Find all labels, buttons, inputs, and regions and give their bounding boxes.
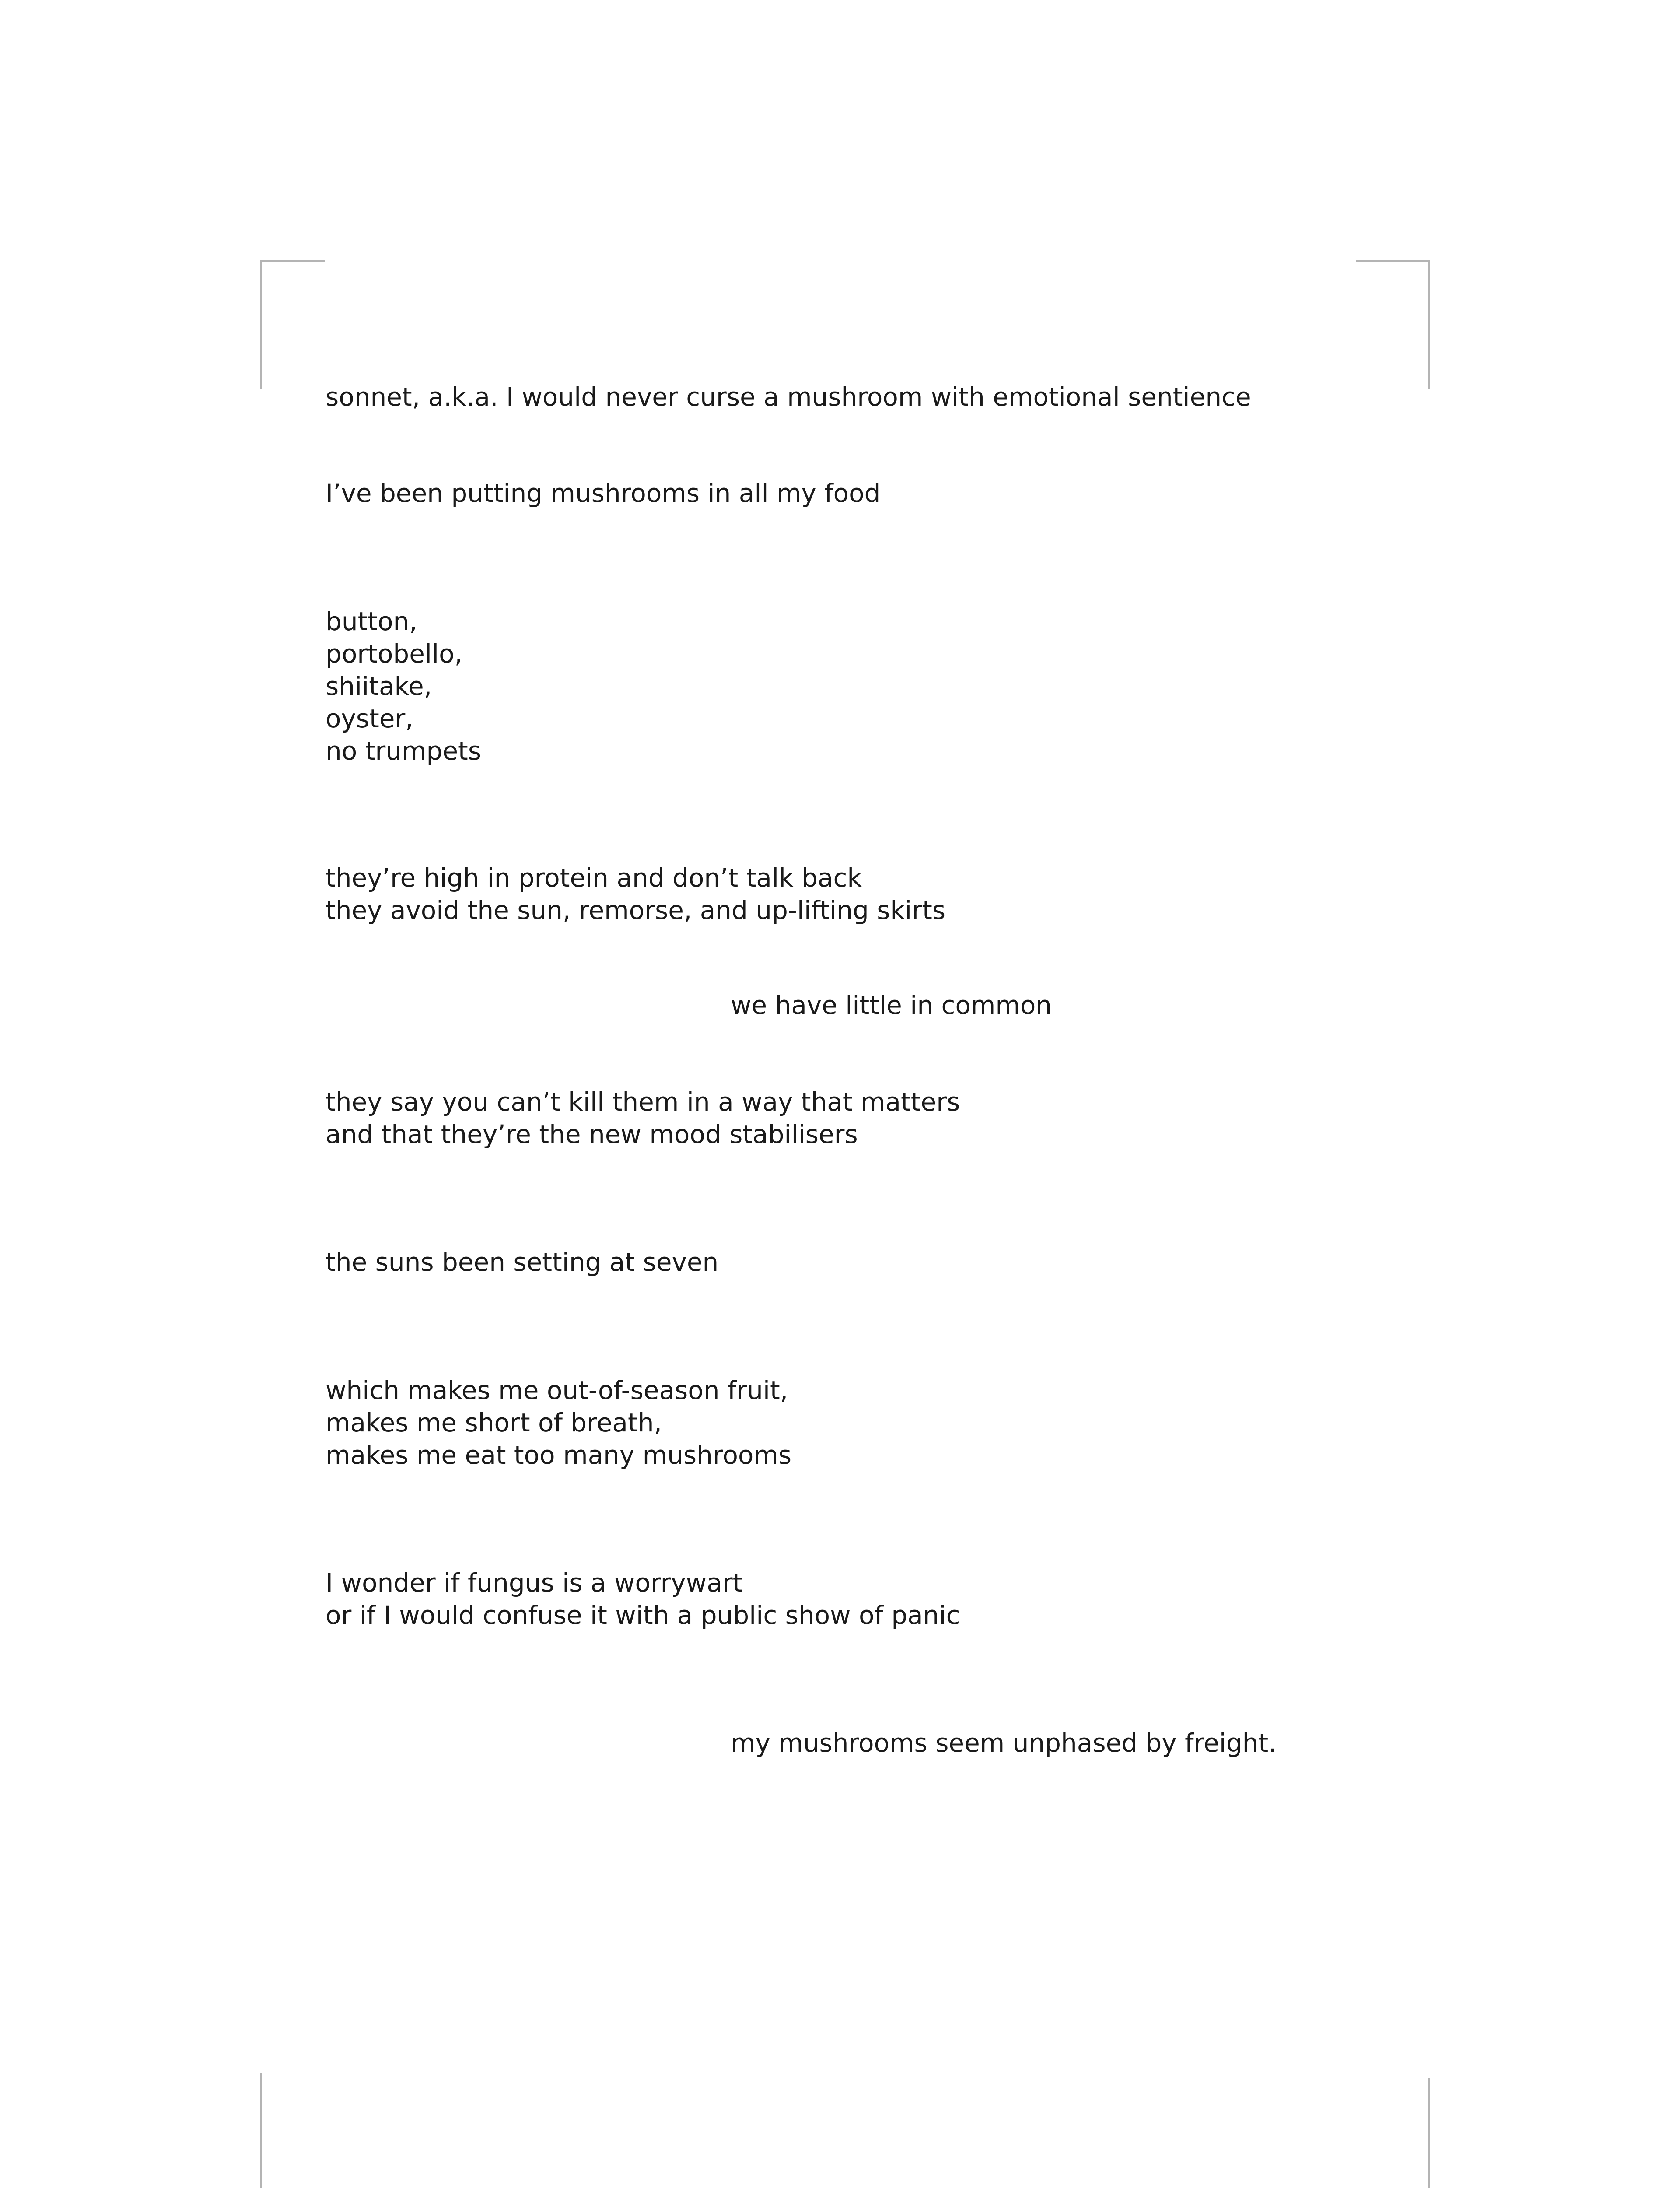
poem-line: we have little in common — [731, 990, 1052, 1020]
poem-line: button, — [326, 607, 417, 636]
poem-line: no trumpets — [326, 736, 481, 766]
poem-line: I’ve been putting mushrooms in all my food — [326, 478, 881, 508]
stanza-9 — [731, 1727, 1277, 1759]
stanza-7 — [326, 1374, 791, 1471]
poem-title — [326, 381, 1251, 413]
poem-line: I wonder if fungus is a worrywart — [326, 1568, 743, 1598]
poem-line: makes me eat too many mushrooms — [326, 1440, 792, 1470]
stanza-1 — [326, 477, 880, 509]
poem-line: they avoid the sun, remorse, and up-lifting skirts — [326, 895, 946, 925]
stanza-8 — [326, 1567, 960, 1631]
poem-line: and that they’re the new mood stabilisers — [326, 1119, 858, 1149]
poem-title-text: sonnet, a.k.a. I would never curse a mushroom with emotional sentience — [326, 382, 1251, 412]
crop-mark-bottom-right — [1359, 2078, 1430, 2188]
crop-mark-bottom-left — [260, 2073, 330, 2188]
crop-mark-top-right — [1356, 260, 1430, 389]
poem-line: the suns been setting at seven — [326, 1247, 719, 1277]
poem-line: portobello, — [326, 639, 463, 669]
poem-line: which makes me out-of-season fruit, — [326, 1375, 788, 1405]
poem-line: my mushrooms seem unphased by freight. — [731, 1728, 1277, 1758]
stanza-4 — [731, 989, 1052, 1021]
stanza-2 — [326, 605, 481, 767]
poem-line: or if I would confuse it with a public show of panic — [326, 1600, 960, 1630]
poem-line: they’re high in protein and don’t talk back — [326, 863, 862, 893]
stanza-5 — [326, 1086, 960, 1150]
stanza-6 — [326, 1246, 718, 1278]
poem-line: they say you can’t kill them in a way that matters — [326, 1087, 960, 1117]
stanza-3 — [326, 862, 945, 926]
poem-line: makes me short of breath, — [326, 1408, 662, 1438]
poem-line: oyster, — [326, 704, 413, 733]
crop-mark-top-left — [260, 260, 325, 389]
poem-line: shiitake, — [326, 671, 432, 701]
